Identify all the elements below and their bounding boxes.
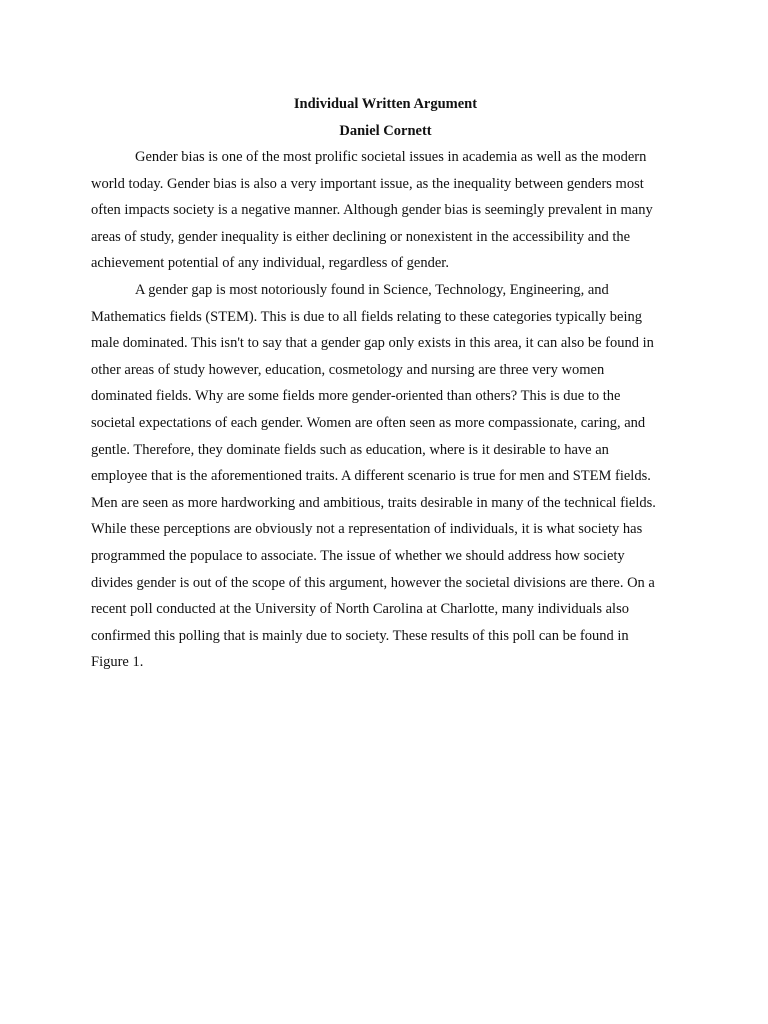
paragraph-line: Gender bias is one of the most prolific societal issues in academia as well as the modern (135, 149, 647, 165)
paragraph-line: employee that is the aforementioned traits. A different scenario is true for men and STEM fields. (91, 468, 651, 485)
paragraph-line: confirmed this polling that is mainly due to society. These results of this poll can be found in (91, 627, 629, 644)
paragraph-line: Mathematics fields (STEM). This is due to all fields relating to these categories typically being (91, 308, 642, 325)
paragraph-line: A gender gap is most notoriously found in Science, Technology, Engineering, and (135, 281, 609, 298)
document-title: Individual Written Argument (293, 96, 478, 112)
paragraph-line: societal expectations of each gender. Women are often seen as more compassionate, caring, and (91, 414, 646, 431)
paragraph-line: other areas of study however, education, cosmetology and nursing are three very women (91, 361, 605, 378)
paragraph-line: often impacts society is a negative manner. Although gender bias is seemingly prevalent in many (91, 202, 653, 219)
paragraph-line: programmed the populace to associate. The issue of whether we should address how society (91, 547, 625, 564)
paragraph-line: areas of study, gender inequality is either declining or nonexistent in the accessibility and the (91, 228, 631, 245)
paragraph-line: Figure 1. (91, 654, 144, 671)
paragraph-line: recent poll conducted at the University of North Carolina at Charlotte, many individuals also (91, 601, 629, 618)
paragraph-line: achievement potential of any individual, regardless of gender. (91, 255, 449, 272)
document-body (91, 91, 680, 676)
paragraph-2 (91, 277, 680, 676)
paragraph-line: While these perceptions are obviously not a representation of individuals, it is what society has (91, 521, 643, 538)
paragraph-line: male dominated. This isn't to say that a gender gap only exists in this area, it can also be found in (91, 335, 654, 352)
paragraph-1 (91, 144, 680, 277)
paragraph-line: Men are seen as more hardworking and ambitious, traits desirable in many of the technical fields. (91, 494, 656, 511)
paragraph-line: divides gender is out of the scope of this argument, however the societal divisions are there. On a (91, 574, 655, 591)
paragraph-line: world today. Gender bias is also a very important issue, as the inequality between genders most (91, 175, 644, 192)
paragraph-line: gentle. Therefore, they dominate fields such as education, where is it desirable to have an (91, 441, 609, 458)
paragraph-line: dominated fields. Why are some fields more gender-oriented than others? This is due to the (91, 388, 621, 405)
document-author: Daniel Cornett (339, 122, 432, 139)
